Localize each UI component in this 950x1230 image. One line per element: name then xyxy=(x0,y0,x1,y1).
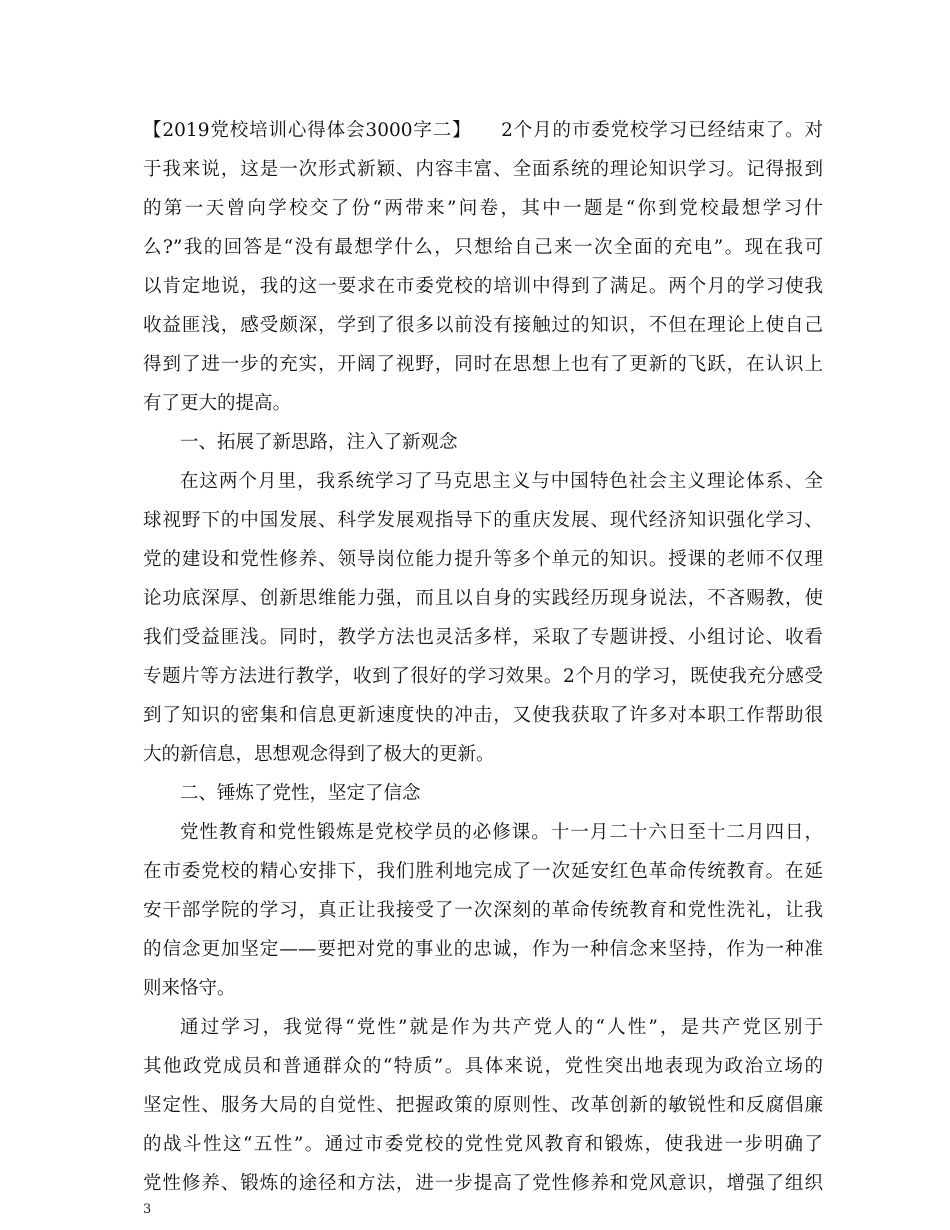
text-line: 论功底深厚、创新思维能力强，而且以自身的实践经历现身说法，不吝赐教，使 xyxy=(143,588,823,609)
text-line: 球视野下的中国发展、科学发展观指导下的重庆发展、现代经济知识强化学习、 xyxy=(143,510,823,531)
text-line: 以肯定地说，我的这一要求在市委党校的培训中得到了满足。两个月的学习使我 xyxy=(143,276,823,297)
text-line: 的第一天曾向学校交了份“两带来”问卷，其中一题是“你到党校最想学习什 xyxy=(143,198,823,219)
text-line: 其他政党成员和普通群众的“特质”。具体来说，党性突出地表现为政治立场的 xyxy=(143,1056,823,1077)
text-line: 则来恪守。 xyxy=(143,978,236,999)
text-line: 在这两个月里，我系统学习了马克思主义与中国特色社会主义理论体系、全 xyxy=(180,471,823,492)
text-line: 在市委党校的精心安排下，我们胜利地完成了一次延安红色革命传统教育。在延 xyxy=(143,861,823,882)
text-line: 的战斗性这“五性”。通过市委党校的党性党风教育和锻炼，使我进一步明确了 xyxy=(143,1134,823,1155)
text-line: 于我来说，这是一次形式新颖、内容丰富、全面系统的理论知识学习。记得报到 xyxy=(143,159,823,180)
text-line: 【2019党校培训心得体会3000字二】 2个月的市委党校学习已经结束了。对 xyxy=(143,120,823,141)
text-line: 专题片等方法进行教学，收到了很好的学习效果。2个月的学习，既使我充分感受 xyxy=(143,666,823,687)
text-line: 我们受益匪浅。同时，教学方法也灵活多样，采取了专题讲授、小组讨论、收看 xyxy=(143,627,823,648)
text-line: 通过学习，我觉得“党性”就是作为共产党人的“人性”，是共产党区别于 xyxy=(180,1017,823,1038)
page-number: 3 xyxy=(143,1202,152,1217)
text-line: 安干部学院的学习，真正让我接受了一次深刻的革命传统教育和党性洗礼，让我 xyxy=(143,900,823,921)
text-line: 大的新信息，思想观念得到了极大的更新。 xyxy=(143,744,495,765)
text-line: 的信念更加坚定——要把对党的事业的忠诚，作为一种信念来坚持，作为一种准 xyxy=(143,939,823,960)
text-line: 党性教育和党性锻炼是党校学员的必修课。十一月二十六日至十二月四日， xyxy=(180,822,823,843)
text-line: 么?”我的回答是“没有最想学什么，只想给自己来一次全面的充电”。现在我可 xyxy=(143,237,823,258)
text-line: 有了更大的提高。 xyxy=(143,393,292,414)
section-heading: 二、锤炼了党性，坚定了信念 xyxy=(180,783,421,804)
text-line: 到了知识的密集和信息更新速度快的冲击，又使我获取了许多对本职工作帮助很 xyxy=(143,705,823,726)
text-line: 党性修养、锻炼的途径和方法，进一步提高了党性修养和党风意识，增强了组织 xyxy=(143,1173,823,1194)
text-line: 得到了进一步的充实，开阔了视野，同时在思想上也有了更新的飞跃，在认识上 xyxy=(143,354,823,375)
text-line: 党的建设和党性修养、领导岗位能力提升等多个单元的知识。授课的老师不仅理 xyxy=(143,549,823,570)
text-line: 坚定性、服务大局的自觉性、把握政策的原则性、改革创新的敏锐性和反腐倡廉 xyxy=(143,1095,823,1116)
text-line: 收益匪浅，感受颇深，学到了很多以前没有接触过的知识，不但在理论上使自己 xyxy=(143,315,823,336)
section-heading: 一、拓展了新思路，注入了新观念 xyxy=(180,432,458,453)
